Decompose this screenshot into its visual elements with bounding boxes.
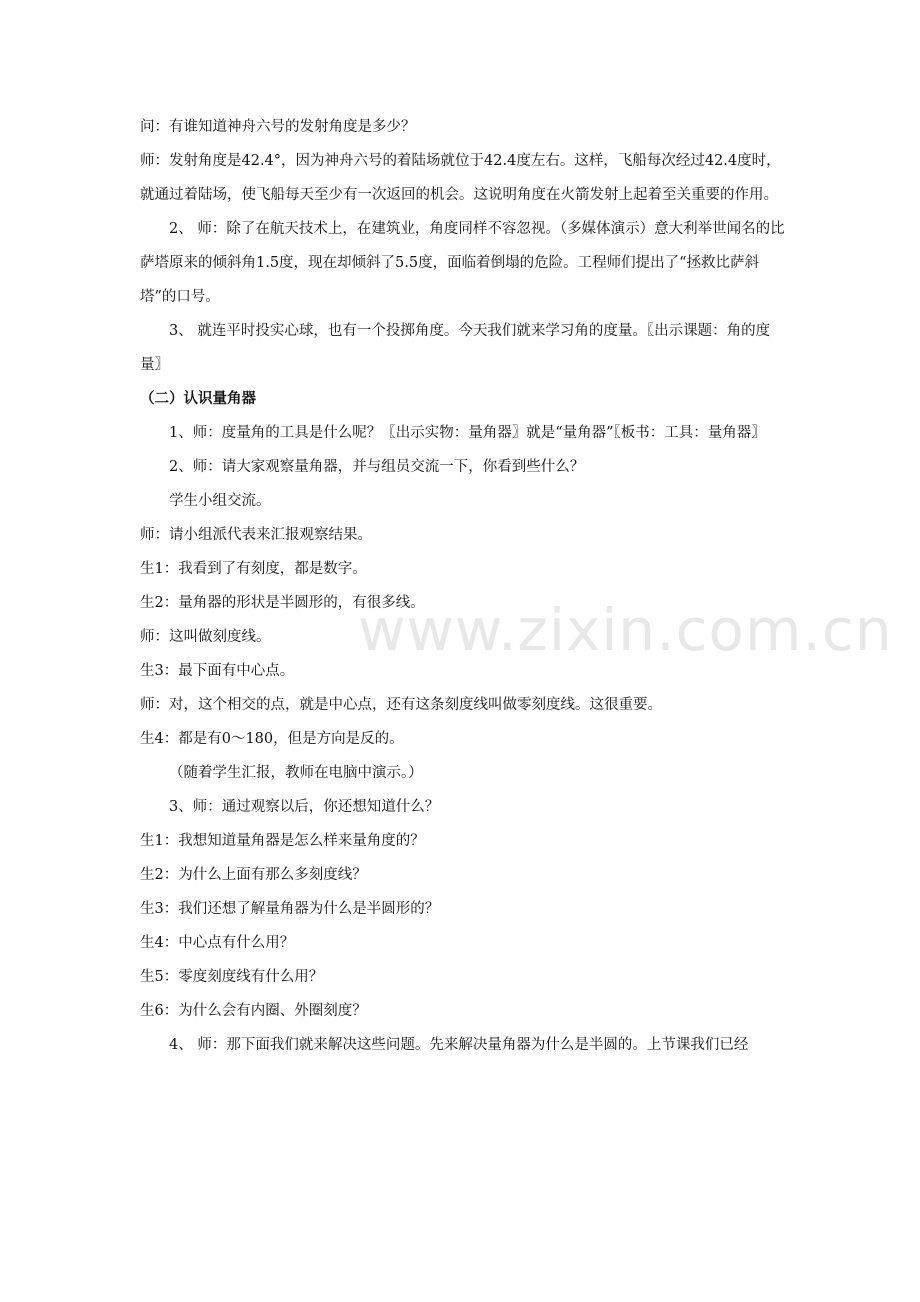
paragraph: 生4：都是有0～180，但是方向是反的。 xyxy=(140,731,404,747)
paragraph: 生6：为什么会有内圈、外圈刻度？ xyxy=(140,1003,367,1019)
paragraph: 师：请小组派代表来汇报观察结果。 xyxy=(140,527,372,543)
document-body xyxy=(140,110,786,1062)
paragraph: 生2：为什么上面有那么多刻度线？ xyxy=(140,867,367,883)
paragraph: 学生小组交流。 xyxy=(169,493,271,509)
section-heading: （二）认识量角器 xyxy=(140,390,256,407)
paragraph: 师：发射角度是42.4°，因为神舟六号的着陆场就位于42.4度左右。这样，飞船每次经过42.4度时，就通过着陆场，使飞船每天至少有一次返回的机会。这说明角度在火箭发射上起着至关重要的作用。 xyxy=(140,153,781,203)
paragraph: （随着学生汇报，教师在电脑中演示。） xyxy=(169,765,423,781)
paragraph: 3、师：通过观察以后，你还想知道什么？ xyxy=(169,799,440,815)
paragraph: 生1：我想知道量角器是怎么样来量角度的？ xyxy=(140,833,425,849)
paragraph: 生2：量角器的形状是半圆形的，有很多线。 xyxy=(140,595,425,611)
paragraph: 生5：零度刻度线有什么用？ xyxy=(140,969,324,985)
paragraph: 3、 就连平时投实心球，也有一个投掷角度。今天我们就来学习角的度量。〖出示课题：角的度量〗 xyxy=(140,323,771,373)
paragraph: 生3：我们还想了解量角器为什么是半圆形的？ xyxy=(140,901,440,917)
paragraph: 生3：最下面有中心点。 xyxy=(140,663,295,679)
paragraph: 4、 师：那下面我们就来解决这些问题。先来解决量角器为什么是半圆的。上节课我们已经 xyxy=(169,1037,749,1053)
paragraph: 师：这叫做刻度线。 xyxy=(140,629,271,645)
paragraph: 2、师：请大家观察量角器，并与组员交流一下，你看到些什么？ xyxy=(169,459,585,475)
watermark: www.zixin.com.cn xyxy=(358,596,893,664)
paragraph: 问：有谁知道神舟六号的发射角度是多少？ xyxy=(140,119,416,135)
paragraph: 1、师：度量角的工具是什么呢？〖出示实物：量角器〗就是“量角器”〖板书：工具：量角器〗 xyxy=(169,425,766,441)
paragraph: 生1：我看到了有刻度，都是数字。 xyxy=(140,561,367,577)
paragraph: 师：对，这个相交的点，就是中心点，还有这条刻度线叫做零刻度线。这很重要。 xyxy=(140,697,662,713)
paragraph: 生4：中心点有什么用？ xyxy=(140,935,295,951)
paragraph: 2、 师：除了在航天技术上，在建筑业，角度同样不容忽视。（多媒体演示）意大利举世闻名的比萨塔原来的倾斜角1.5度，现在却倾斜了5.5度，面临着倒塌的危险。工程师们提出了“拯救比萨斜塔”的口号。 xyxy=(140,221,785,305)
